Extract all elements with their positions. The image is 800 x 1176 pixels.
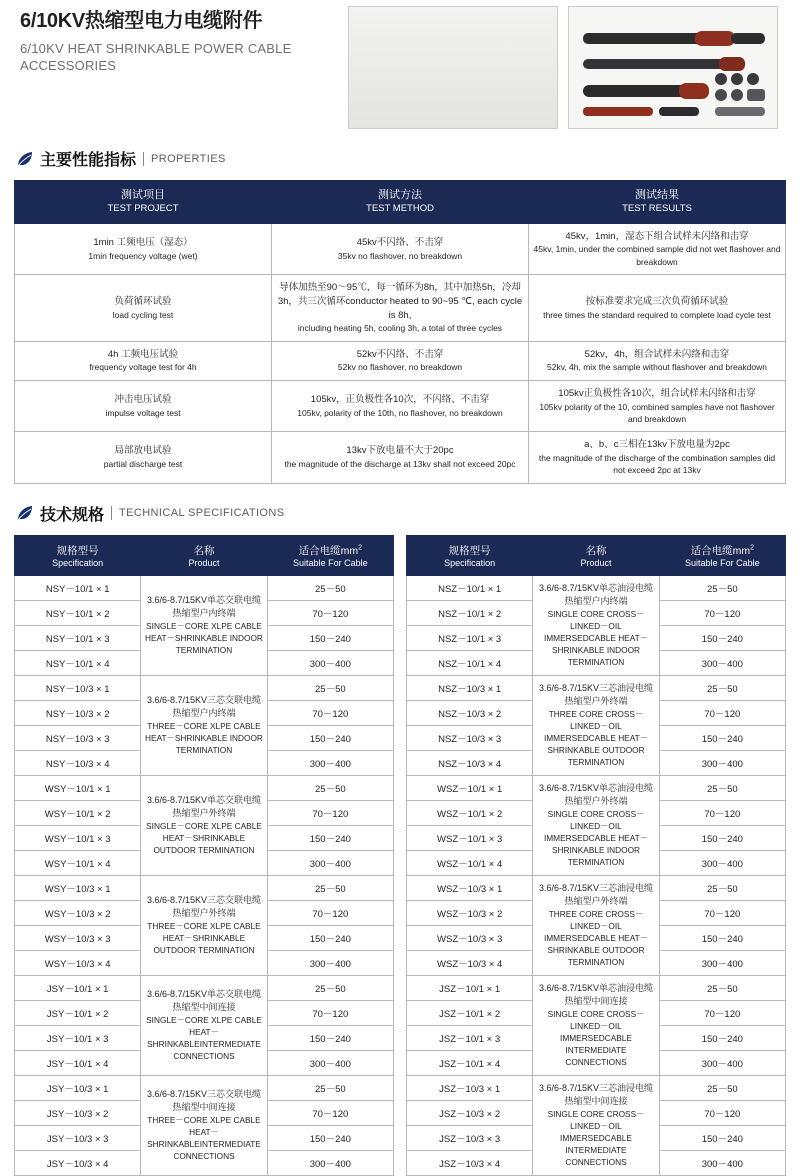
spec-header-product [141,535,267,575]
spec-model-cell: WSZ－10/3 × 1 [407,875,533,900]
test-result-en: three times the standard required to complete load cycle test [543,309,771,320]
test-result-cn: 按标准要求完成三次负荷循环试验 [585,295,729,307]
spec-cable-cell: 70－120 [659,1100,785,1125]
spec-model-cell: JSY－10/3 × 2 [15,1100,141,1125]
spec-model-cell: JSZ－10/1 × 1 [407,975,533,1000]
spec-product-cn: 热缩型中间连接 [564,995,628,1006]
spec-header-cable-en: Suitable For Cable [685,557,760,568]
spec-product-en: THREE CORE CROSS－LINKED－OIL IMMERSEDCABLE HEAT－SHRINKABLE OUTDOOR TERMINATION [543,909,649,968]
spec-product-en: SINGLE－CORE XLPE CABLE HEAT－SHRINKABLEINTERMEDIATE CONNECTIONS [146,1015,262,1062]
spec-cable-cell: 70－120 [659,1000,785,1025]
spec-header-cable-cn: 适合电缆$mm^2$ [690,544,755,557]
spec-cable-cell: 25－50 [267,675,393,700]
spec-table-row [407,875,786,900]
spec-model-cell: WSY－10/3 × 1 [15,875,141,900]
spec-header-specification-cn: 规格型号 [56,544,99,557]
spec-cable-cell: 150－240 [659,925,785,950]
spec-cable-cell: 25－50 [267,775,393,800]
spec-cable-cell: 70－120 [659,900,785,925]
spec-header-specification [407,535,533,575]
spec-cable-cell: 150－240 [659,1025,785,1050]
spec-product-cn: 3.6/6-8.7/15KV三芯油浸电缆 [538,882,654,893]
header-test-results-en: TEST RESULTS [622,202,692,214]
spec-product-cn: 热缩型户外终端 [564,695,628,706]
spec-product-en: SINGLE CORE CROSS－LINKED－OIL IMMERSEDCABLE INTERMEDIATE CONNECTIONS [547,1109,645,1168]
spec-cable-cell: 300－400 [659,1050,785,1075]
spec-cable-cell: 300－400 [659,950,785,975]
spec-cable-cell: 150－240 [659,625,785,650]
spec-product-cn: 3.6/6-8.7/15KV单芯油浸电缆 [538,582,654,593]
spec-model-cell: NSZ－10/3 × 1 [407,675,533,700]
spec-cable-cell: 300－400 [659,650,785,675]
spec-cable-cell: 25－50 [659,1075,785,1100]
test-result-en: the magnitude of the discharge of the combination samples did not exceed 2pc at 13kv [538,452,776,476]
spec-table-row [407,1075,786,1100]
header-test-project-en: TEST PROJECT [107,202,179,214]
spec-header-specification-cn: 规格型号 [448,544,491,557]
spec-product-cn: 3.6/6-8.7/15KV三芯交联电缆 [146,694,262,705]
cell-test-project [15,341,272,380]
spec-cable-cell: 300－400 [267,1050,393,1075]
spec-model-cell: WSY－10/3 × 3 [15,925,141,950]
cell-test-project [15,275,272,342]
spec-product-cell [533,975,659,1075]
test-method-cn: 13kv下放电量不大于20pc [346,445,454,457]
leaf-icon [16,504,34,522]
spec-model-cell: NSZ－10/1 × 1 [407,575,533,600]
header-text-block [14,6,344,75]
photo-2-illustration [569,7,778,129]
test-project-cn: 冲击电压试验 [114,393,172,405]
spec-cable-cell: 70－120 [659,600,785,625]
heading-divider [111,506,112,520]
properties-table-row [15,341,786,380]
spec-table-row [15,875,394,900]
spec-model-cell: NSY－10/1 × 3 [15,625,141,650]
spec-model-cell: WSY－10/1 × 4 [15,850,141,875]
test-method-en: including heating 5h, cooling 3h, a total of three cycles [297,323,503,334]
cell-test-result [529,223,786,274]
spec-cable-cell: 300－400 [659,850,785,875]
cell-test-project [15,223,272,274]
spec-table-row [15,575,394,600]
cell-test-method [272,380,529,431]
spec-model-cell: WSY－10/3 × 4 [15,950,141,975]
spec-model-cell: JSY－10/1 × 1 [15,975,141,1000]
spec-model-cell: NSY－10/3 × 3 [15,725,141,750]
cell-test-result [529,380,786,431]
spec-cable-cell: 70－120 [267,800,393,825]
spec-product-cn: 热缩型中间连接 [564,1095,628,1106]
spec-right-header-row [407,535,786,575]
spec-header-cable [267,535,393,575]
spec-product-cn: 热缩型户外终端 [172,907,236,918]
spec-model-cell: NSY－10/3 × 4 [15,750,141,775]
spec-cable-cell: 70－120 [267,1000,393,1025]
spec-product-cell [141,775,267,875]
test-project-cn: 局部放电试验 [114,445,172,457]
spec-cable-cell: 25－50 [659,875,785,900]
spec-product-en: SINGLE CORE CROSS－LINKED－OIL IMMERSEDCABLE INTERMEDIATE CONNECTIONS [547,1009,645,1068]
spec-cable-cell: 150－240 [659,1125,785,1150]
page-header [14,0,786,129]
spec-cable-cell: 150－240 [267,625,393,650]
spec-model-cell: JSY－10/3 × 4 [15,1150,141,1175]
test-result-cn: 52kv，4h，组合试样未闪络和击穿 [584,348,730,360]
spec-model-cell: JSY－10/1 × 3 [15,1025,141,1050]
spec-product-cn: 热缩型中间连接 [172,1101,236,1112]
spec-cable-cell: 300－400 [267,750,393,775]
specification-table-left [14,535,394,1176]
product-photos [348,6,778,129]
spec-model-cell: JSY－10/3 × 1 [15,1075,141,1100]
spec-cable-cell: 25－50 [659,675,785,700]
spec-cable-cell: 25－50 [659,775,785,800]
spec-cable-cell: 25－50 [267,875,393,900]
spec-product-en: THREE－CORE XLPE CABLE HEAT－SHRINKABLEINTERMEDIATE CONNECTIONS [147,1115,261,1162]
test-method-cn: 105kv，正负极性各10次，不闪络、不击穿 [310,393,490,405]
spec-model-cell: WSZ－10/3 × 2 [407,900,533,925]
spec-header-cable-cn: 适合电缆$mm^2$ [298,544,363,557]
spec-model-cell: NSY－10/1 × 2 [15,600,141,625]
spec-product-cn: 3.6/6-8.7/15KV单芯交联电缆 [146,988,262,999]
spec-product-en: SINGLE CORE CROSS－LINKED－OIL IMMERSEDCABLE HEAT－SHRINKABLE INDOOR TERMINATION [543,809,649,868]
spec-header-product-en: Product [188,557,220,568]
product-photo-2 [568,6,778,129]
spec-product-cn: 3.6/6-8.7/15KV三芯交联电缆 [146,894,262,905]
spec-product-cn: 3.6/6-8.7/15KV单芯油浸电缆 [538,982,654,993]
spec-model-cell: JSY－10/3 × 3 [15,1125,141,1150]
header-test-method [272,181,529,224]
test-method-cn: 52kv不闪络、不击穿 [356,348,444,360]
spec-cable-cell: 300－400 [659,750,785,775]
test-project-cn: 负荷循环试验 [114,295,172,307]
spec-model-cell: WSZ－10/1 × 4 [407,850,533,875]
spec-model-cell: JSZ－10/3 × 4 [407,1150,533,1175]
specs-section-heading [16,502,786,525]
spec-cable-cell: 150－240 [267,1125,393,1150]
spec-model-cell: NSY－10/1 × 1 [15,575,141,600]
spec-product-en: THREE－CORE XLPE CABLE HEAT－SHRINKABLE OUTDOOR TERMINATION [147,921,261,956]
cell-test-result [529,432,786,483]
spec-cable-cell: 150－240 [267,725,393,750]
spec-table-row [407,675,786,700]
spec-product-cn: 热缩型户内终端 [564,595,628,606]
test-project-en: impulse voltage test [105,407,181,418]
test-method-cn: 45kv不闪络、不击穿 [356,236,444,248]
product-photo-1 [348,6,558,129]
test-project-en: 1min frequency voltage (wet) [88,250,198,261]
spec-cable-cell: 150－240 [267,925,393,950]
spec-cable-cell: 70－120 [659,800,785,825]
properties-table-row [15,380,786,431]
test-method-en: 52kv no flashover, no breakdown [337,362,463,373]
spec-product-en: SINGLE－CORE XLPE CABLE HEAT－SHRINKABLE OUTDOOR TERMINATION [146,821,262,856]
test-method-en: 35kv no flashover, no breakdown [337,250,463,261]
cell-test-project [15,432,272,483]
spec-model-cell: JSZ－10/1 × 3 [407,1025,533,1050]
header-test-method-en: TEST METHOD [366,202,434,214]
spec-product-cn: 热缩型户外终端 [564,795,628,806]
spec-cable-cell: 150－240 [659,725,785,750]
spec-product-cn: 3.6/6-8.7/15KV单芯交联电缆 [146,794,262,805]
spec-table-row [407,975,786,1000]
test-project-en: load cycling test [112,309,174,320]
spec-header-product-cn: 名称 [585,544,607,557]
spec-model-cell: WSZ－10/3 × 3 [407,925,533,950]
spec-cable-cell: 300－400 [267,650,393,675]
spec-cable-cell: 300－400 [267,850,393,875]
spec-model-cell: WSZ－10/1 × 2 [407,800,533,825]
spec-product-cell [533,875,659,975]
spec-product-cell [141,575,267,675]
spec-model-cell: NSY－10/3 × 1 [15,675,141,700]
spec-model-cell: JSZ－10/3 × 1 [407,1075,533,1100]
spec-cable-cell: 300－400 [267,950,393,975]
spec-header-specification [15,535,141,575]
spec-model-cell: NSY－10/3 × 2 [15,700,141,725]
spec-product-cn: 3.6/6-8.7/15KV三芯油浸电缆 [538,682,654,693]
properties-section-heading [16,147,786,170]
spec-cable-cell: 25－50 [659,975,785,1000]
spec-header-specification-en: Specification [444,557,496,568]
test-project-en: partial discharge test [103,459,183,470]
spec-model-cell: WSY－10/1 × 1 [15,775,141,800]
spec-header-cable-en: Suitable For Cable [293,557,368,568]
properties-table-row [15,275,786,342]
properties-table-row [15,223,786,274]
spec-header-product-cn: 名称 [193,544,215,557]
properties-table-header-row [15,181,786,224]
spec-product-cn: 3.6/6-8.7/15KV三芯交联电缆 [146,1088,262,1099]
spec-product-cn: 3.6/6-8.7/15KV单芯油浸电缆 [538,782,654,793]
test-result-en: 45kv, 1min, under the combined sample did not wet flashover and breakdown [533,244,781,267]
spec-model-cell: NSZ－10/1 × 4 [407,650,533,675]
spec-cable-cell: 150－240 [267,825,393,850]
spec-model-cell: NSZ－10/3 × 2 [407,700,533,725]
test-method-cn: 导体加热至90～95℃，每一循环为8h，其中加热5h，冷却3h，共三次循环conductor heated to 90~95 ℃, each cycle is 8h, [277,282,523,321]
spec-header-specification-en: Specification [52,557,104,568]
spec-product-cell [141,975,267,1075]
spec-cable-cell: 70－120 [267,600,393,625]
cell-test-method [272,432,529,483]
spec-cable-cell: 70－120 [659,700,785,725]
spec-model-cell: NSY－10/1 × 4 [15,650,141,675]
spec-product-en: THREE CORE CROSS－LINKED－OIL IMMERSEDCABLE HEAT－SHRINKABLE OUTDOOR TERMINATION [543,709,649,768]
header-test-project-cn: 测试项目 [121,189,165,201]
cell-test-method [272,275,529,342]
spec-table-row [407,575,786,600]
header-test-method-cn: 测试方法 [378,189,422,201]
test-method-en: the magnitude of the discharge at 13kv shall not exceed 20pc [284,459,516,470]
test-project-en: frequency voltage test for 4h [89,362,197,373]
spec-product-cn: 热缩型户外终端 [564,895,628,906]
specification-tables [14,535,786,1176]
spec-model-cell: JSY－10/1 × 4 [15,1050,141,1075]
spec-product-cn: 3.6/6-8.7/15KV单芯交联电缆 [146,594,262,605]
test-result-cn: a、b、c三相在13kv下放电量为2pc [584,439,730,451]
spec-product-en: SINGLE CORE CROSS－LINKED－OIL IMMERSEDCABLE HEAT－SHRINKABLE INDOOR TERMINATION [543,609,649,668]
test-project-cn: 1min 工频电压（湿态） [93,236,193,248]
spec-table-row [15,1075,394,1100]
spec-cable-cell: 300－400 [267,1150,393,1175]
spec-header-product-en: Product [580,557,612,568]
test-method-en: 105kv, polarity of the 10th, no flashover, no breakdown [297,407,503,418]
spec-header-cable [659,535,785,575]
spec-cable-cell: 25－50 [659,575,785,600]
specs-heading-en: TECHNICAL SPECIFICATIONS [119,507,285,520]
spec-cable-cell: 25－50 [267,1075,393,1100]
spec-cable-cell: 300－400 [659,1150,785,1175]
cell-test-project [15,380,272,431]
spec-product-cell [141,875,267,975]
spec-model-cell: WSZ－10/1 × 3 [407,825,533,850]
test-project-cn: 4h 工频电压试验 [107,348,179,360]
cell-test-result [529,341,786,380]
spec-model-cell: NSZ－10/1 × 3 [407,625,533,650]
specification-table-right [406,535,786,1176]
test-result-en: 52kv, 4h, mix the sample without flashover and breakdown [546,362,768,373]
spec-cable-cell: 70－120 [267,1100,393,1125]
spec-header-product [533,535,659,575]
properties-heading-cn: 主要性能指标 [40,152,137,169]
header-test-results-cn: 测试结果 [635,189,679,201]
spec-product-cell [533,1075,659,1175]
spec-cable-cell: 25－50 [267,575,393,600]
test-result-en: 105kv polarity of the 10, combined samples have not flashover and breakdown [539,401,775,424]
spec-model-cell: JSZ－10/1 × 2 [407,1000,533,1025]
spec-cable-cell: 70－120 [267,900,393,925]
page-title-en: 6/10KV HEAT SHRINKABLE POWER CABLE ACCESSORIES [20,41,292,73]
leaf-icon [16,150,34,168]
spec-product-cell [533,675,659,775]
spec-model-cell: NSZ－10/1 × 2 [407,600,533,625]
spec-model-cell: JSZ－10/3 × 2 [407,1100,533,1125]
spec-cable-cell: 150－240 [659,825,785,850]
heading-divider [143,152,144,166]
cell-test-method [272,223,529,274]
spec-product-cn: 热缩型户内终端 [172,607,236,618]
specs-heading-cn: 技术规格 [40,506,105,524]
cell-test-result [529,275,786,342]
test-result-cn: 105kv正负极性各10次，组合试样未闪络和击穿 [558,387,756,399]
spec-product-en: SINGLE－CORE XLPE CABLE HEAT－SHRINKABLE INDOOR TERMINATION [145,621,263,656]
spec-product-cn: 热缩型户内终端 [172,707,236,718]
spec-product-cn: 热缩型中间连接 [172,1001,236,1012]
spec-model-cell: WSY－10/3 × 2 [15,900,141,925]
spec-model-cell: JSZ－10/1 × 4 [407,1050,533,1075]
spec-model-cell: WSY－10/1 × 3 [15,825,141,850]
spec-cable-cell: 70－120 [267,700,393,725]
spec-product-cell [533,775,659,875]
header-test-results [529,181,786,224]
header-test-project [15,181,272,224]
spec-model-cell: JSY－10/1 × 2 [15,1000,141,1025]
test-result-cn: 45kv，1min，湿态下组合试样未闪络和击穿 [565,230,749,242]
cell-test-method [272,341,529,380]
spec-product-en: THREE－CORE XLPE CABLE HEAT－SHRINKABLE INDOOR TERMINATION [145,721,263,756]
spec-product-cell [141,675,267,775]
spec-product-cn: 3.6/6-8.7/15KV三芯油浸电缆 [538,1082,654,1093]
spec-model-cell: WSZ－10/3 × 4 [407,950,533,975]
spec-table-row [15,775,394,800]
spec-product-cell [141,1075,267,1175]
spec-table-row [15,675,394,700]
page-title-cn: 6/10KV热缩型电力电缆附件 [20,10,263,32]
spec-cable-cell: 25－50 [267,975,393,1000]
spec-left-header-row [15,535,394,575]
spec-model-cell: NSZ－10/3 × 3 [407,725,533,750]
spec-model-cell: NSZ－10/3 × 4 [407,750,533,775]
properties-table-row [15,432,786,483]
spec-table-row [407,775,786,800]
spec-product-cn: 热缩型户外终端 [172,807,236,818]
properties-heading-en: PROPERTIES [151,152,226,165]
spec-table-row [15,975,394,1000]
spec-product-cell [533,575,659,675]
spec-model-cell: WSZ－10/1 × 1 [407,775,533,800]
properties-table [14,180,786,484]
spec-model-cell: WSY－10/1 × 2 [15,800,141,825]
spec-cable-cell: 150－240 [267,1025,393,1050]
spec-model-cell: JSZ－10/3 × 3 [407,1125,533,1150]
